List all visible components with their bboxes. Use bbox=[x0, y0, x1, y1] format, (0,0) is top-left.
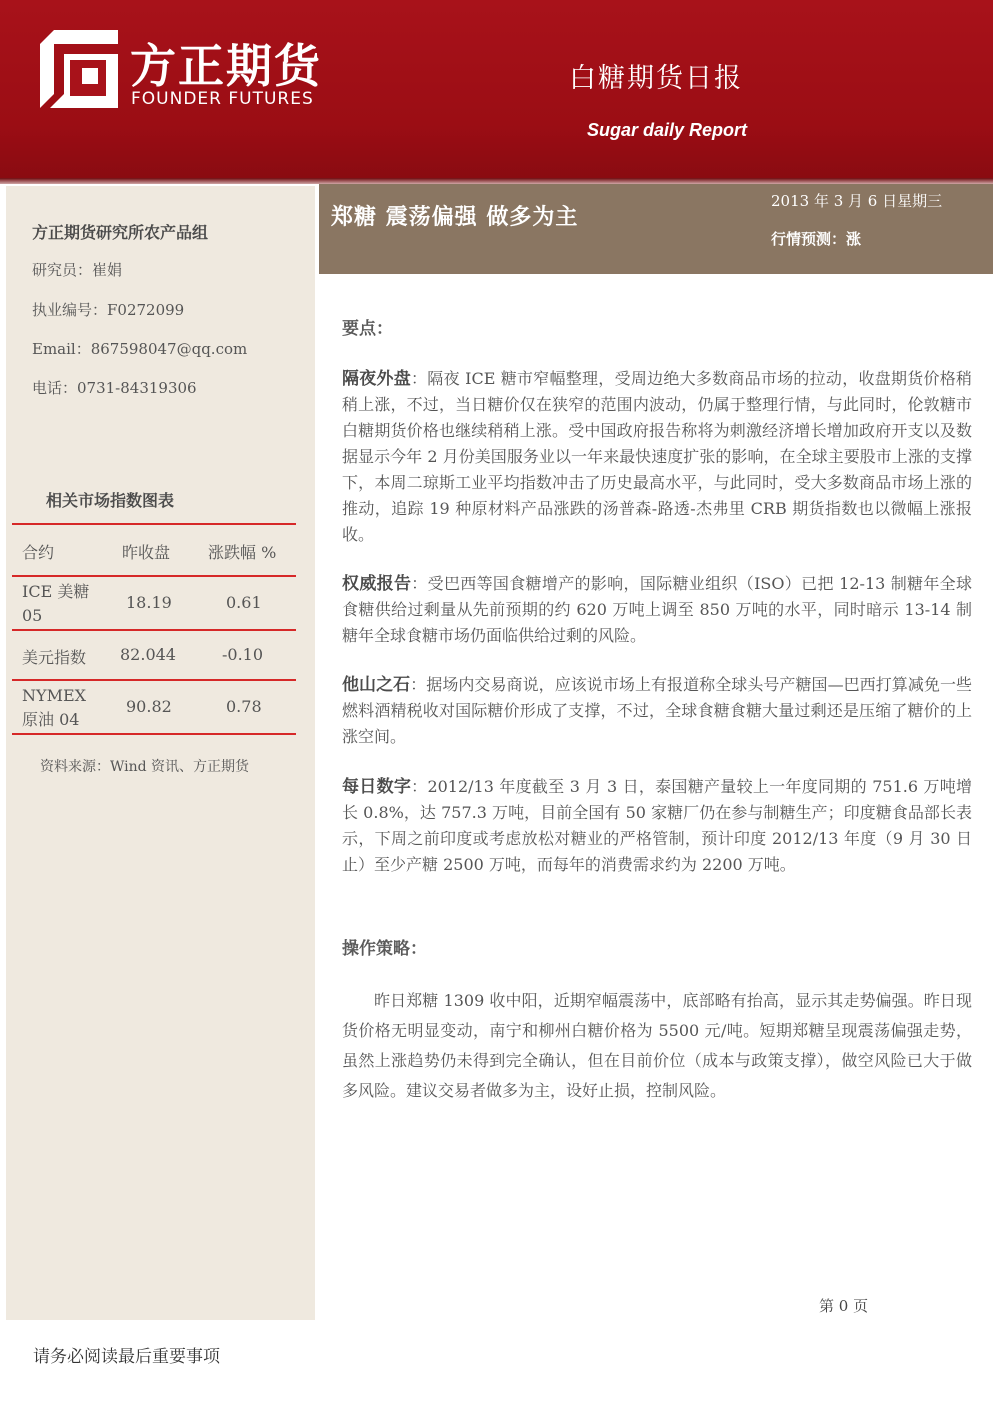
table-row bbox=[12, 577, 296, 631]
market-table-title: 相关市场指数图表 bbox=[46, 491, 175, 510]
cell-close: 18.19 bbox=[126, 593, 172, 612]
section-others bbox=[342, 672, 972, 750]
report-header bbox=[0, 0, 993, 178]
analyst-phone: 电话：0731-84319306 bbox=[32, 379, 197, 397]
section-report bbox=[342, 571, 972, 649]
section-lead: 每日数字 bbox=[342, 777, 412, 797]
headline-title: 郑糖 震荡偏强 做多为主 bbox=[331, 205, 579, 230]
page-number: 第 0 页 bbox=[819, 1297, 869, 1315]
section-text: ：2012/13 年度截至 3 月 3 日，泰国糖产量较上一年度同期的 751.6 万吨增长 0.8%，达 757.3 万吨，目前全国有 50 家糖厂仍在参与制糖生产；印度糖食品部长表示，下周之前印度或考虑放松对糖业的严格管制，预计印度 2012/13 年度（9 月 30 日止）至少产糖 2500 万吨，而每年的消费需求约为 2200 万吨。 bbox=[342, 777, 972, 874]
section-text: ：受巴西等国食糖增产的影响，国际糖业组织（ISO）已把 12-13 制糖年全球食糖供给过剩量从先前预期的约 620 万吨上调至 850 万吨的水平，同时暗示 13-14 制糖年全球食糖市场仍面临供给过剩的风险。 bbox=[342, 574, 972, 645]
key-points-title: 要点： bbox=[342, 319, 393, 339]
market-table-header bbox=[12, 523, 296, 577]
report-date: 2013 年 3 月 6 日星期三 bbox=[771, 192, 943, 210]
section-lead: 隔夜外盘 bbox=[342, 369, 412, 389]
logo-text-cn: 方正期货 bbox=[130, 39, 322, 93]
cell-close: 90.82 bbox=[126, 697, 172, 716]
data-source-note: 资料来源：Wind 资讯、方正期货 bbox=[40, 759, 250, 775]
analyst-email: Email：867598047@qq.com bbox=[32, 340, 248, 358]
section-daily-numbers bbox=[342, 774, 972, 878]
cell-contract: ICE 美糖 05 bbox=[22, 582, 90, 625]
section-lead: 权威报告 bbox=[342, 574, 412, 594]
table-row bbox=[12, 631, 296, 681]
cell-contract: NYMEX 原油 04 bbox=[22, 686, 87, 729]
market-table bbox=[12, 523, 296, 735]
cell-change: 0.61 bbox=[226, 593, 262, 612]
cell-change: -0.10 bbox=[222, 645, 264, 664]
analyst-org: 方正期货研究所农产品组 bbox=[32, 223, 209, 242]
strategy-text: 昨日郑糖 1309 收中阳，近期窄幅震荡中，底部略有抬高，显示其走势偏强。昨日现货价格无明显变动，南宁和柳州白糖价格为 5500 元/吨。短期郑糖呈现震荡偏强走势，虽然上涨趋势仍未得到完全确认，但在目前价位（成本与政策支撑），做空风险已大于做多风险。建议交易者做多为主，设好止损，控制风险。 bbox=[342, 991, 972, 1100]
sidebar bbox=[6, 186, 315, 1320]
report-title: 白糖期货日报 bbox=[569, 63, 743, 94]
footer-notice: 请务必阅读最后重要事项 bbox=[33, 1347, 220, 1367]
header-change: 涨跌幅 % bbox=[208, 543, 277, 562]
section-lead: 他山之石 bbox=[342, 675, 411, 695]
analyst-license: 执业编号：F0272099 bbox=[32, 301, 185, 319]
header-contract: 合约 bbox=[22, 543, 55, 562]
market-forecast: 行情预测：涨 bbox=[771, 230, 862, 248]
report-subtitle: Sugar daily Report bbox=[587, 120, 748, 140]
cell-contract: 美元指数 bbox=[22, 648, 87, 667]
founder-logo-icon bbox=[40, 30, 118, 108]
strategy-title: 操作策略： bbox=[342, 939, 427, 959]
section-overnight bbox=[342, 366, 972, 548]
cell-change: 0.78 bbox=[226, 697, 262, 716]
analyst-researcher: 研究员：崔娟 bbox=[32, 261, 123, 279]
headline-band bbox=[319, 184, 993, 274]
header-close: 昨收盘 bbox=[122, 543, 171, 562]
section-text: ：据场内交易商说，应该说市场上有报道称全球头号产糖国—巴西打算减免一些燃料酒精税收对国际糖价形成了支撑，不过，全球食糖食糖大量过剩还是压缩了糖价的上涨空间。 bbox=[342, 675, 972, 746]
table-row bbox=[12, 681, 296, 735]
section-text: ：隔夜 ICE 糖市窄幅整理，受周边绝大多数商品市场的拉动，收盘期货价格稍稍上涨，不过，当日糖价仅在狭窄的范围内波动，仍属于整理行情，与此同时，伦敦糖市白糖期货价格也继续稍稍上涨。受中国政府报告称将为刺激经济增长增加政府开支以及数据显示今年 2 月份美国服务业以一年来最快速度扩张的影响，在全球主要股市上涨的支撑下，本周二琼斯工业平均指数冲击了历史最高水平，与此同时，受大多数商品市场上涨的推动，追踪 19 种原材料产品涨跌的汤普森-路透-杰弗里 CRB 期货指数也以微幅上涨报收。 bbox=[342, 369, 973, 544]
logo-text-en: FOUNDER FUTURES bbox=[131, 89, 314, 109]
cell-close: 82.044 bbox=[120, 645, 176, 664]
